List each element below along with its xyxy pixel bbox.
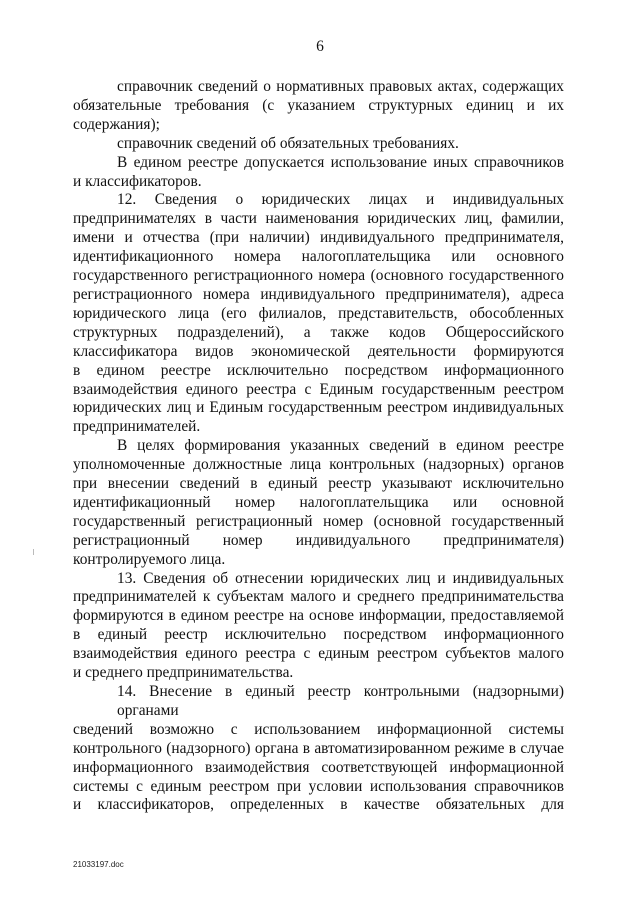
text-line: государственного регистрационного номера (основного государственного	[73, 267, 564, 285]
footer-file-name: 21033197.doc	[73, 860, 124, 869]
text-line: предпринимателей к субъектам малого и среднего предпринимательства	[73, 588, 564, 606]
text-line: 13. Сведения об отнесении юридических лиц и индивидуальных	[117, 569, 564, 587]
document-body	[73, 78, 564, 815]
text-line: структурных подразделений), а также кодов Общероссийского	[73, 323, 564, 341]
paragraph	[73, 78, 564, 135]
text-line: взаимодействия единого реестра с Единым государственным реестром	[73, 380, 564, 398]
text-line: справочник сведений о нормативных правовых актах, содержащих	[117, 78, 564, 95]
text-line: 12. Сведения о юридических лицах и индивидуальных	[117, 191, 564, 209]
text-line: имени и отчества (при наличии) индивидуального предпринимателя,	[73, 229, 564, 247]
text-line: при внесении сведений в единый реестр указывают исключительно	[73, 475, 564, 493]
text-line: содержания);	[73, 115, 160, 133]
text-line: 14. Внесение в единый реестр контрольными (надзорными) органами	[117, 683, 564, 719]
paragraph	[73, 154, 564, 192]
text-line: юридических лиц и Единым государственным реестром индивидуальных	[73, 399, 564, 417]
text-line: и классификаторов.	[73, 172, 202, 190]
text-line: предпринимателей.	[73, 418, 201, 436]
text-line: и среднего предпринимательства.	[73, 664, 294, 682]
text-line: регистрационный номер индивидуального предпринимателя)	[73, 531, 564, 549]
text-line: информационного взаимодействия соответствующей информационной	[73, 758, 564, 776]
text-line: предпринимателях в части наименования юридических лиц, фамилии,	[73, 210, 564, 228]
page-number: 6	[316, 38, 324, 55]
text-line: в единый реестр исключительно посредством информационного	[73, 626, 564, 644]
paragraph	[73, 570, 564, 683]
paragraph	[73, 437, 564, 569]
text-line: системы с единым реестром при условии использования справочников	[73, 777, 564, 795]
text-line: взаимодействия единого реестра с единым реестром субъектов малого	[73, 645, 564, 663]
text-line: юридического лица (его филиалов, представительств, обособленных	[73, 304, 564, 322]
text-line: и классификаторов, определенных в качестве обязательных для	[73, 796, 564, 814]
text-line: государственный регистрационный номер (основной государственный	[73, 512, 564, 530]
text-line: контролируемого лица.	[73, 550, 226, 568]
text-line: сведений возможно с использованием информационной системы	[73, 720, 564, 738]
paragraph	[73, 191, 564, 437]
paragraph	[73, 683, 564, 815]
text-line: уполномоченные должностные лица контрольных (надзорных) органов	[73, 456, 564, 474]
text-line: В целях формирования указанных сведений в едином реестре	[117, 437, 564, 455]
text-line: регистрационного номера индивидуального предпринимателя), адреса	[73, 285, 564, 303]
margin-mark	[33, 549, 34, 555]
text-line: контрольного (надзорного) органа в автоматизированном режиме в случае	[73, 739, 564, 757]
text-line: в едином реестре исключительно посредством информационного	[73, 361, 564, 379]
text-line: идентификационного номера налогоплательщика или основного	[73, 248, 564, 266]
text-line: формируются в едином реестре на основе информации, предоставляемой	[73, 607, 564, 625]
text-line: классификатора видов экономической деятельности формируются	[73, 342, 564, 360]
text-line: справочник сведений об обязательных требованиях.	[117, 134, 459, 152]
text-line: обязательные требования (с указанием структурных единиц и их	[73, 96, 564, 114]
text-line: идентификационный номер налогоплательщика или основной	[73, 493, 564, 511]
paragraph	[73, 135, 564, 154]
text-line: В едином реестре допускается использование иных справочников	[117, 153, 564, 171]
